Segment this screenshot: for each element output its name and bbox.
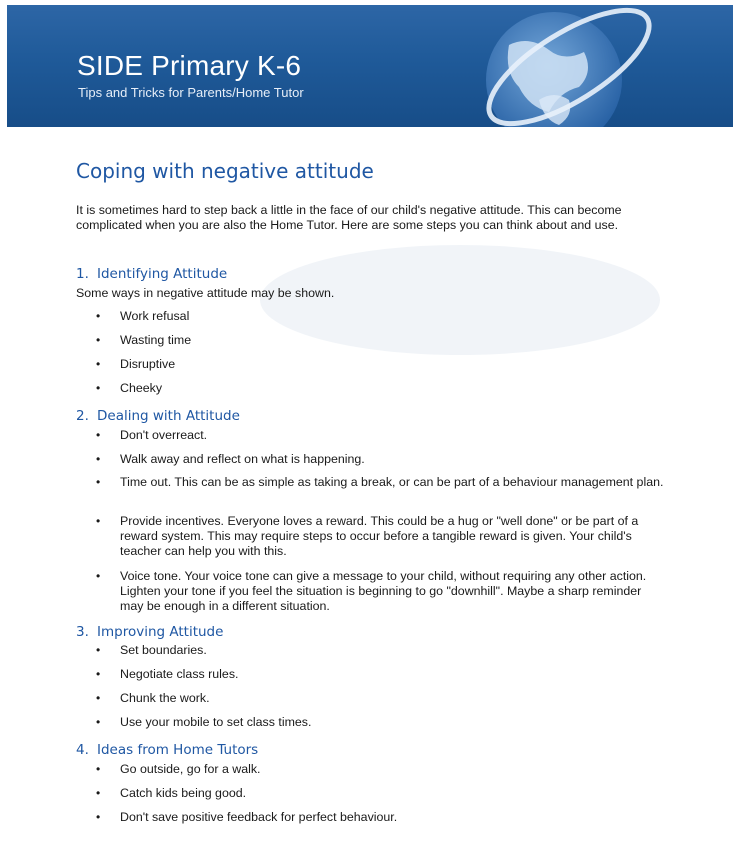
banner-subtitle: Tips and Tricks for Parents/Home Tutor <box>78 85 304 100</box>
section-number: 2. <box>76 408 89 424</box>
list-item: • Time out. This can be as simple as taking a break, or can be part of a behaviour management plan. <box>96 475 664 489</box>
list-item: • Voice tone. Your voice tone can give a message to your child, without requiring any other action. Lighten your tone if you feel the situation is beginning to go "downhill". Maybe a sharp reminder may be enough in a different situation. <box>96 569 647 613</box>
bullet-icon: • <box>96 452 101 466</box>
section-title-text: Identifying Attitude <box>97 266 228 282</box>
list-item: • Catch kids being good. <box>96 786 247 800</box>
list-item: • Use your mobile to set class times. <box>96 715 312 729</box>
section-number: 3. <box>76 624 89 640</box>
bullet-icon: • <box>96 667 101 681</box>
section-title <box>76 266 227 283</box>
bullet-icon: • <box>96 357 101 371</box>
bullet-icon: • <box>96 643 101 657</box>
list-item: • Go outside, go for a walk. <box>96 762 261 776</box>
section-title-text: Dealing with Attitude <box>97 408 240 424</box>
header-banner <box>7 5 733 127</box>
section-lead: Some ways in negative attitude may be shown. <box>76 286 335 300</box>
banner-title: SIDE Primary K-6 <box>77 50 302 81</box>
section-title <box>76 742 258 759</box>
list-item: • Work refusal <box>96 309 190 323</box>
bullet-icon: • <box>96 786 101 800</box>
bullet-icon: • <box>96 810 101 824</box>
list-item: • Don't save positive feedback for perfect behaviour. <box>96 810 398 824</box>
globe-logo-icon <box>469 5 689 127</box>
section-number: 4. <box>76 742 89 758</box>
list-item: • Negotiate class rules. <box>96 667 239 681</box>
intro-paragraph: It is sometimes hard to step back a little in the face of our child's negative attitude. This can become complicated when you are also the Home Tutor. Here are some steps you can think about and use. <box>76 203 622 232</box>
list-item: • Set boundaries. <box>96 643 207 657</box>
list-item: • Disruptive <box>96 357 176 371</box>
bullet-icon: • <box>96 428 101 442</box>
bullet-icon: • <box>96 514 101 528</box>
bullet-icon: • <box>96 691 101 705</box>
bullet-icon: • <box>96 333 101 347</box>
bullet-icon: • <box>96 309 101 323</box>
section-number: 1. <box>76 266 89 282</box>
list-item: • Wasting time <box>96 333 192 347</box>
list-item: • Provide incentives. Everyone loves a reward. This could be a hug or "well done" or be part of a reward system. This may require steps to occur before a tangible reward is given. Your child's teacher can help you with this. <box>96 514 639 558</box>
list-item: • Walk away and reflect on what is happening. <box>96 452 365 466</box>
page-heading: Coping with negative attitude <box>76 159 374 183</box>
list-item: • Cheeky <box>96 381 163 395</box>
section-title-text: Improving Attitude <box>97 624 224 640</box>
bullet-icon: • <box>96 381 101 395</box>
section-title <box>76 624 223 641</box>
bullet-icon: • <box>96 569 101 583</box>
section-title <box>76 408 240 425</box>
bullet-icon: • <box>96 715 101 729</box>
bullet-icon: • <box>96 475 101 489</box>
bullet-icon: • <box>96 762 101 776</box>
section-title-text: Ideas from Home Tutors <box>97 742 259 758</box>
list-item: • Don't overreact. <box>96 428 208 442</box>
list-item: • Chunk the work. <box>96 691 210 705</box>
